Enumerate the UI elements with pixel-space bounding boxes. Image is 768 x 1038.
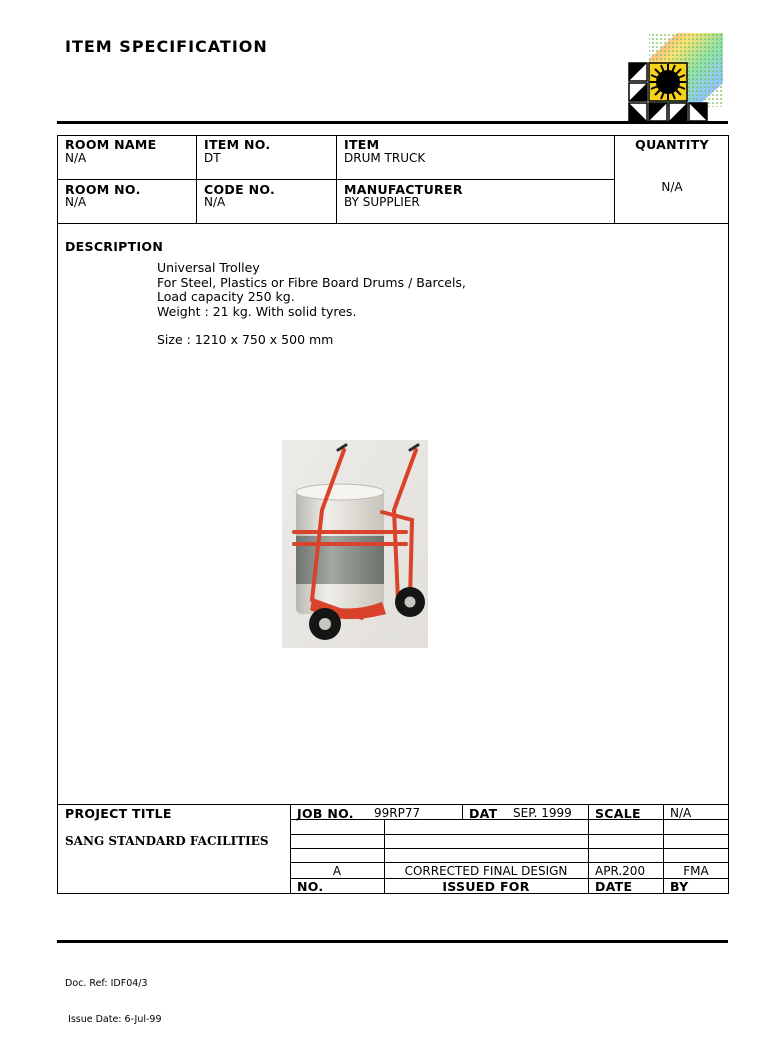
column-by: BY [670,879,689,894]
description-size: Size : 1210 x 750 x 500 mm [157,332,334,347]
description-line: For Steel, Plastics or Fibre Board Drums / Barcels, [157,274,466,290]
manufacturer-value: BY SUPPLIER [344,195,420,209]
description-text [157,261,466,348]
grid-line [57,223,729,224]
room-name-value: N/A [65,151,87,165]
job-no-value: 99RP77 [374,806,421,820]
column-no: NO. [297,879,324,894]
page-title: ITEM SPECIFICATION [65,37,268,56]
drum-truck-image [282,440,428,648]
room-no-label: ROOM NO. [65,182,141,197]
footer-rule [57,940,728,943]
revision-issued-for: CORRECTED FINAL DESIGN [404,864,568,878]
item-no-value: DT [204,151,221,165]
date-label: DAT [469,806,498,821]
header-rule [57,121,728,124]
grid-line [663,804,664,894]
doc-ref [65,954,162,1038]
scale-value: N/A [670,806,692,820]
project-title-value: SANG STANDARD FACILITIES [65,834,269,848]
grid-line [462,804,463,819]
grid-line [336,135,337,224]
description-label: DESCRIPTION [65,239,164,254]
revision-no: A [332,864,342,878]
grid-line [290,819,729,820]
revision-date: APR.200 [595,864,646,878]
quantity-label: QUANTITY [635,137,709,152]
issue-date-line: Issue Date: 6-Jul-99 [65,1014,162,1025]
item-no-label: ITEM NO. [204,137,271,152]
code-no-label: CODE NO. [204,182,276,197]
grid-line [290,804,291,894]
column-date: DATE [595,879,633,894]
grid-line [57,804,729,805]
description-line: Load capacity 250 kg. [157,289,295,304]
grid-line [290,848,729,849]
grid-line [290,862,729,863]
code-no-value: N/A [204,195,226,209]
scale-label: SCALE [595,806,641,821]
revision-by: FMA [683,864,709,878]
room-name-label: ROOM NAME [65,137,157,152]
date-value: SEP. 1999 [513,806,572,820]
grid-line [290,834,729,835]
room-no-value: N/A [65,195,87,209]
description-line: Universal Trolley [157,260,260,275]
quantity-value: N/A [661,180,683,194]
project-title-label: PROJECT TITLE [65,806,172,821]
description-line: Weight : 21 kg. With solid tyres. [157,303,357,319]
column-issued-for: ISSUED FOR [442,879,530,894]
grid-line [588,804,589,894]
item-value: DRUM TRUCK [344,151,426,165]
doc-ref-line: Doc. Ref: IDF04/3 [65,978,148,989]
manufacturer-label: MANUFACTURER [344,182,463,197]
job-no-label: JOB NO. [297,806,354,821]
company-logo [627,33,723,125]
grid-line [196,135,197,224]
item-label: ITEM [344,137,380,152]
